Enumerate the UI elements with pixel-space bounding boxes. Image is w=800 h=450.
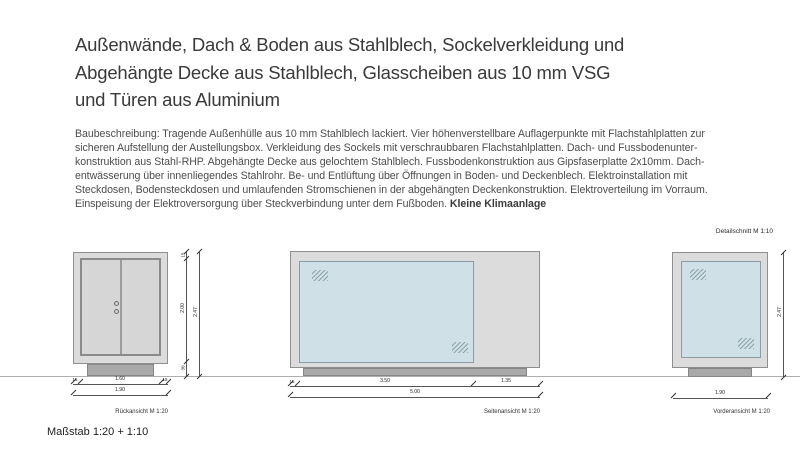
project-description <box>75 127 743 211</box>
page-title-line-2: Abgehängte Decke aus Stahlblech, Glasscheiben aus 10 mm VSG <box>75 61 611 83</box>
dimension-label: 15 <box>162 377 168 382</box>
page-title-line-1: Außenwände, Dach & Boden aus Stahlblech, Sockelverkleidung und <box>75 34 625 55</box>
page-title-line-3: und Türen aus Aluminium <box>75 89 280 110</box>
caption-vorderansicht: Vorderansicht M 1:20 <box>713 409 770 415</box>
vorderansicht-body-outline <box>672 252 768 368</box>
dimension-label: 2.00 <box>180 303 186 313</box>
door-gap-line <box>120 260 122 354</box>
rueckansicht-plinth <box>87 364 154 376</box>
dimension-line-horizontal-total <box>73 395 168 396</box>
dimension-line-vertical-total <box>783 252 784 377</box>
dimension-line-horizontal-segments <box>290 386 540 387</box>
glass-hatch-icon <box>312 270 328 281</box>
dimension-line-vertical-total <box>199 251 200 376</box>
dimension-label: 30 <box>180 365 186 371</box>
page-title <box>75 31 725 114</box>
seitenansicht-plinth <box>303 368 527 376</box>
seitenansicht-body-outline <box>290 251 540 368</box>
dim-tick <box>766 393 772 399</box>
dimension-label: 3.50 <box>380 378 390 384</box>
dimension-label: 5.00 <box>410 389 420 395</box>
caption-seitenansicht: Seitenansicht M 1:20 <box>483 409 540 415</box>
door-handle-icon <box>114 309 119 314</box>
dimension-line-vertical-segments <box>186 251 187 376</box>
door-handle-icon <box>114 301 119 306</box>
vorderansicht-glass-panel <box>681 261 761 358</box>
vorderansicht-plinth <box>688 368 752 377</box>
scale-note: Maßstab 1:20 + 1:10 <box>47 426 149 438</box>
caption-rueckansicht: Rückansicht M 1:20 <box>115 409 168 415</box>
dim-tick <box>166 390 172 396</box>
dimension-label: 2.47 <box>193 307 199 317</box>
description-bold-tail: Kleine Klimaanlage <box>449 198 547 210</box>
seitenansicht-glass-panel <box>299 261 474 363</box>
dim-tick <box>538 392 544 398</box>
dimension-label: 15 <box>289 379 295 384</box>
rueckansicht-cabinet-outline <box>73 252 168 364</box>
dimension-line-horizontal-segments <box>73 384 168 385</box>
glass-hatch-icon <box>738 338 754 349</box>
dimension-label: 15 <box>72 377 78 382</box>
dimension-label: 1.35 <box>501 378 511 384</box>
rueckansicht-door-frame <box>80 258 161 356</box>
description-text: Baubeschreibung: Tragende Außenhülle aus 10 mm Stahlblech lackiert. Vier höhenverstellbare Auflagerpunkte mit Flachstahlplatten zur sicheren Aufstellung der Austellungsbox. Verkleidung des Sockels mit verschraubbaren Flachstahlplatten. Dach- und Fussbodenunterkonstruktion aus Stahl-RHP. Abgehängte Decke aus gelochtem Stahlblech. Fussbodenkonstruktion aus Gipsfaserplatte 2x10mm. Dachentwässerung über innenliegendes Stahlrohr. Be- und Entlüftung über Öffnungen in Boden- und Deckenblech. Elektroinstallation mit Steckdosen, Bodensteckdosen und umlaufenden Stromschienen in der abgehängten Deckenkonstruktion. Elektroverteilung im Vorraum. Einspeisung der Elektroversorgung über Steckverbindung unter dem Fußboden. <box>75 128 708 210</box>
dimension-label: 1.90 <box>115 387 125 393</box>
dimension-label: 1.60 <box>115 376 125 382</box>
detail-section-label: Detailschnitt M 1:10 <box>715 228 773 235</box>
dim-tick <box>538 381 544 387</box>
glass-hatch-icon <box>452 342 468 353</box>
dimension-label: 1.90 <box>715 390 725 396</box>
dimension-label: 15 <box>180 252 186 258</box>
dimension-line-horizontal-total <box>290 397 540 398</box>
dimension-label: 2.47 <box>777 307 783 317</box>
dimension-line-horizontal-total <box>673 398 768 399</box>
glass-hatch-icon <box>690 269 706 280</box>
